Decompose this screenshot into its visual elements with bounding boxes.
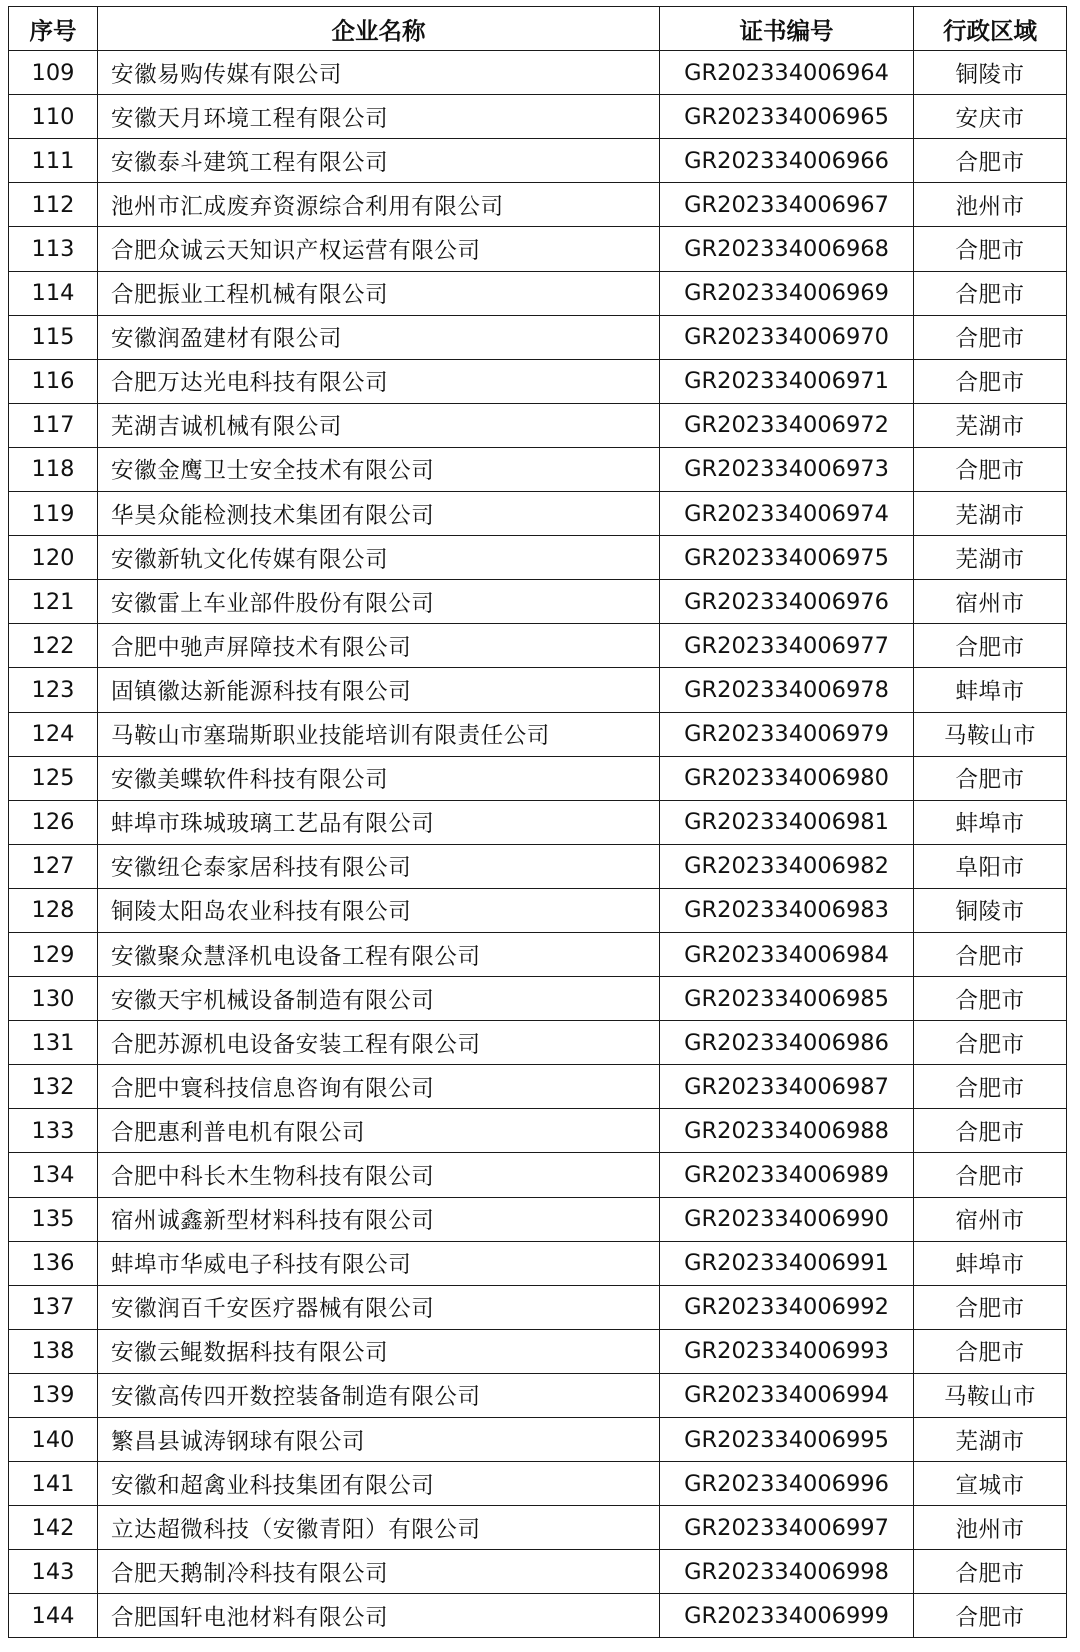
table-row xyxy=(9,932,1067,976)
cell-region: 阜阳市 xyxy=(914,844,1067,888)
table-row xyxy=(9,271,1067,315)
table-row xyxy=(9,1329,1067,1373)
cell-serial-no: 115 xyxy=(9,315,98,359)
table-row xyxy=(9,1065,1067,1109)
cell-region: 合肥市 xyxy=(914,624,1067,668)
cell-serial-no: 138 xyxy=(9,1329,98,1373)
cell-company-name: 安徽易购传媒有限公司 xyxy=(98,51,660,95)
cell-region: 合肥市 xyxy=(914,1285,1067,1329)
cell-certificate-no: GR202334006994 xyxy=(660,1373,914,1417)
table-row xyxy=(9,1021,1067,1065)
cell-company-name: 安徽和超禽业科技集团有限公司 xyxy=(98,1462,660,1506)
cell-company-name: 合肥天鹅制冷科技有限公司 xyxy=(98,1550,660,1594)
cell-serial-no: 120 xyxy=(9,536,98,580)
cell-certificate-no: GR202334006990 xyxy=(660,1197,914,1241)
table-row xyxy=(9,95,1067,139)
header-certificate-no: 证书编号 xyxy=(660,7,914,51)
cell-region: 合肥市 xyxy=(914,1065,1067,1109)
cell-certificate-no: GR202334006964 xyxy=(660,51,914,95)
cell-certificate-no: GR202334006988 xyxy=(660,1109,914,1153)
cell-certificate-no: GR202334006985 xyxy=(660,977,914,1021)
cell-serial-no: 122 xyxy=(9,624,98,668)
cell-certificate-no: GR202334006981 xyxy=(660,800,914,844)
cell-serial-no: 143 xyxy=(9,1550,98,1594)
document-page xyxy=(8,6,1066,1638)
cell-certificate-no: GR202334006996 xyxy=(660,1462,914,1506)
cell-serial-no: 129 xyxy=(9,932,98,976)
cell-region: 合肥市 xyxy=(914,359,1067,403)
cell-company-name: 宿州诚鑫新型材料科技有限公司 xyxy=(98,1197,660,1241)
cell-company-name: 安徽润百千安医疗器械有限公司 xyxy=(98,1285,660,1329)
cell-region: 合肥市 xyxy=(914,139,1067,183)
cell-company-name: 安徽纽仑泰家居科技有限公司 xyxy=(98,844,660,888)
cell-certificate-no: GR202334006991 xyxy=(660,1241,914,1285)
cell-serial-no: 119 xyxy=(9,492,98,536)
cell-company-name: 安徽高传四开数控装备制造有限公司 xyxy=(98,1373,660,1417)
cell-region: 蚌埠市 xyxy=(914,800,1067,844)
cell-certificate-no: GR202334006995 xyxy=(660,1418,914,1462)
cell-serial-no: 125 xyxy=(9,756,98,800)
cell-region: 芜湖市 xyxy=(914,492,1067,536)
table-row xyxy=(9,756,1067,800)
table-row xyxy=(9,1418,1067,1462)
cell-serial-no: 123 xyxy=(9,668,98,712)
table-row xyxy=(9,712,1067,756)
cell-certificate-no: GR202334006969 xyxy=(660,271,914,315)
cell-region: 蚌埠市 xyxy=(914,1241,1067,1285)
enterprise-table xyxy=(8,6,1067,1638)
cell-company-name: 安徽泰斗建筑工程有限公司 xyxy=(98,139,660,183)
cell-certificate-no: GR202334006992 xyxy=(660,1285,914,1329)
table-row xyxy=(9,492,1067,536)
cell-region: 芜湖市 xyxy=(914,536,1067,580)
cell-certificate-no: GR202334006972 xyxy=(660,403,914,447)
cell-serial-no: 118 xyxy=(9,447,98,491)
table-row xyxy=(9,315,1067,359)
cell-serial-no: 117 xyxy=(9,403,98,447)
cell-company-name: 安徽天月环境工程有限公司 xyxy=(98,95,660,139)
cell-company-name: 安徽天宇机械设备制造有限公司 xyxy=(98,977,660,1021)
cell-region: 宿州市 xyxy=(914,1197,1067,1241)
cell-serial-no: 130 xyxy=(9,977,98,1021)
table-row xyxy=(9,1285,1067,1329)
cell-serial-no: 139 xyxy=(9,1373,98,1417)
cell-region: 池州市 xyxy=(914,183,1067,227)
table-row xyxy=(9,977,1067,1021)
cell-company-name: 合肥惠利普电机有限公司 xyxy=(98,1109,660,1153)
cell-region: 合肥市 xyxy=(914,1153,1067,1197)
cell-company-name: 安徽云鲲数据科技有限公司 xyxy=(98,1329,660,1373)
cell-serial-no: 114 xyxy=(9,271,98,315)
cell-region: 合肥市 xyxy=(914,932,1067,976)
cell-company-name: 安徽新轨文化传媒有限公司 xyxy=(98,536,660,580)
cell-serial-no: 109 xyxy=(9,51,98,95)
cell-serial-no: 135 xyxy=(9,1197,98,1241)
cell-region: 合肥市 xyxy=(914,227,1067,271)
cell-certificate-no: GR202334006965 xyxy=(660,95,914,139)
table-header-row xyxy=(9,7,1067,51)
cell-region: 合肥市 xyxy=(914,1550,1067,1594)
cell-company-name: 池州市汇成废弃资源综合利用有限公司 xyxy=(98,183,660,227)
header-company-name: 企业名称 xyxy=(98,7,660,51)
cell-company-name: 蚌埠市华威电子科技有限公司 xyxy=(98,1241,660,1285)
cell-serial-no: 137 xyxy=(9,1285,98,1329)
cell-region: 宣城市 xyxy=(914,1462,1067,1506)
cell-region: 合肥市 xyxy=(914,315,1067,359)
cell-serial-no: 133 xyxy=(9,1109,98,1153)
cell-region: 铜陵市 xyxy=(914,51,1067,95)
cell-certificate-no: GR202334006997 xyxy=(660,1506,914,1550)
cell-company-name: 安徽金鹰卫士安全技术有限公司 xyxy=(98,447,660,491)
cell-certificate-no: GR202334006987 xyxy=(660,1065,914,1109)
cell-certificate-no: GR202334006983 xyxy=(660,888,914,932)
cell-serial-no: 113 xyxy=(9,227,98,271)
cell-region: 合肥市 xyxy=(914,1109,1067,1153)
cell-region: 铜陵市 xyxy=(914,888,1067,932)
cell-certificate-no: GR202334006974 xyxy=(660,492,914,536)
cell-region: 芜湖市 xyxy=(914,403,1067,447)
cell-region: 合肥市 xyxy=(914,447,1067,491)
cell-certificate-no: GR202334006977 xyxy=(660,624,914,668)
cell-company-name: 合肥众诚云天知识产权运营有限公司 xyxy=(98,227,660,271)
table-row xyxy=(9,1550,1067,1594)
table-row xyxy=(9,227,1067,271)
table-row xyxy=(9,359,1067,403)
cell-certificate-no: GR202334006975 xyxy=(660,536,914,580)
cell-region: 马鞍山市 xyxy=(914,1373,1067,1417)
cell-certificate-no: GR202334006968 xyxy=(660,227,914,271)
cell-certificate-no: GR202334006966 xyxy=(660,139,914,183)
cell-company-name: 马鞍山市塞瑞斯职业技能培训有限责任公司 xyxy=(98,712,660,756)
cell-company-name: 合肥中驰声屏障技术有限公司 xyxy=(98,624,660,668)
cell-company-name: 安徽美蝶软件科技有限公司 xyxy=(98,756,660,800)
cell-serial-no: 126 xyxy=(9,800,98,844)
cell-certificate-no: GR202334006993 xyxy=(660,1329,914,1373)
table-row xyxy=(9,888,1067,932)
cell-serial-no: 110 xyxy=(9,95,98,139)
table-row xyxy=(9,536,1067,580)
cell-certificate-no: GR202334006978 xyxy=(660,668,914,712)
cell-serial-no: 141 xyxy=(9,1462,98,1506)
cell-company-name: 合肥振业工程机械有限公司 xyxy=(98,271,660,315)
cell-certificate-no: GR202334006970 xyxy=(660,315,914,359)
header-region: 行政区域 xyxy=(914,7,1067,51)
cell-region: 安庆市 xyxy=(914,95,1067,139)
cell-company-name: 合肥苏源机电设备安装工程有限公司 xyxy=(98,1021,660,1065)
cell-company-name: 芜湖吉诚机械有限公司 xyxy=(98,403,660,447)
cell-company-name: 固镇徽达新能源科技有限公司 xyxy=(98,668,660,712)
cell-region: 合肥市 xyxy=(914,1329,1067,1373)
cell-serial-no: 116 xyxy=(9,359,98,403)
cell-region: 池州市 xyxy=(914,1506,1067,1550)
cell-company-name: 安徽润盈建材有限公司 xyxy=(98,315,660,359)
cell-serial-no: 131 xyxy=(9,1021,98,1065)
cell-serial-no: 128 xyxy=(9,888,98,932)
cell-serial-no: 136 xyxy=(9,1241,98,1285)
cell-region: 合肥市 xyxy=(914,1021,1067,1065)
cell-region: 芜湖市 xyxy=(914,1418,1067,1462)
cell-company-name: 合肥国轩电池材料有限公司 xyxy=(98,1594,660,1638)
table-row xyxy=(9,51,1067,95)
cell-serial-no: 134 xyxy=(9,1153,98,1197)
cell-company-name: 合肥万达光电科技有限公司 xyxy=(98,359,660,403)
table-body xyxy=(9,51,1067,1638)
cell-serial-no: 127 xyxy=(9,844,98,888)
cell-certificate-no: GR202334006999 xyxy=(660,1594,914,1638)
table-row xyxy=(9,1109,1067,1153)
cell-company-name: 铜陵太阳岛农业科技有限公司 xyxy=(98,888,660,932)
cell-certificate-no: GR202334006998 xyxy=(660,1550,914,1594)
table-row xyxy=(9,1241,1067,1285)
table-row xyxy=(9,139,1067,183)
cell-company-name: 立达超微科技（安徽青阳）有限公司 xyxy=(98,1506,660,1550)
cell-serial-no: 121 xyxy=(9,580,98,624)
cell-region: 合肥市 xyxy=(914,977,1067,1021)
cell-certificate-no: GR202334006982 xyxy=(660,844,914,888)
table-row xyxy=(9,624,1067,668)
cell-serial-no: 132 xyxy=(9,1065,98,1109)
cell-region: 合肥市 xyxy=(914,1594,1067,1638)
cell-serial-no: 111 xyxy=(9,139,98,183)
table-row xyxy=(9,183,1067,227)
cell-company-name: 华昊众能检测技术集团有限公司 xyxy=(98,492,660,536)
cell-company-name: 蚌埠市珠城玻璃工艺品有限公司 xyxy=(98,800,660,844)
cell-certificate-no: GR202334006989 xyxy=(660,1153,914,1197)
cell-certificate-no: GR202334006973 xyxy=(660,447,914,491)
cell-serial-no: 144 xyxy=(9,1594,98,1638)
table-row xyxy=(9,800,1067,844)
cell-company-name: 合肥中寰科技信息咨询有限公司 xyxy=(98,1065,660,1109)
cell-certificate-no: GR202334006984 xyxy=(660,932,914,976)
cell-certificate-no: GR202334006980 xyxy=(660,756,914,800)
table-row xyxy=(9,403,1067,447)
cell-region: 蚌埠市 xyxy=(914,668,1067,712)
table-row xyxy=(9,1594,1067,1638)
table-row xyxy=(9,844,1067,888)
table-row xyxy=(9,1153,1067,1197)
table-row xyxy=(9,580,1067,624)
header-serial-no: 序号 xyxy=(9,7,98,51)
cell-serial-no: 112 xyxy=(9,183,98,227)
cell-certificate-no: GR202334006979 xyxy=(660,712,914,756)
cell-certificate-no: GR202334006986 xyxy=(660,1021,914,1065)
cell-company-name: 繁昌县诚涛钢球有限公司 xyxy=(98,1418,660,1462)
cell-region: 合肥市 xyxy=(914,271,1067,315)
cell-region: 合肥市 xyxy=(914,756,1067,800)
table-row xyxy=(9,668,1067,712)
cell-company-name: 安徽聚众慧泽机电设备工程有限公司 xyxy=(98,932,660,976)
cell-serial-no: 142 xyxy=(9,1506,98,1550)
table-row xyxy=(9,1462,1067,1506)
table-row xyxy=(9,1506,1067,1550)
cell-certificate-no: GR202334006967 xyxy=(660,183,914,227)
table-row xyxy=(9,1197,1067,1241)
table-row xyxy=(9,447,1067,491)
cell-region: 马鞍山市 xyxy=(914,712,1067,756)
cell-serial-no: 140 xyxy=(9,1418,98,1462)
cell-company-name: 安徽雷上车业部件股份有限公司 xyxy=(98,580,660,624)
cell-serial-no: 124 xyxy=(9,712,98,756)
cell-company-name: 合肥中科长木生物科技有限公司 xyxy=(98,1153,660,1197)
cell-region: 宿州市 xyxy=(914,580,1067,624)
cell-certificate-no: GR202334006976 xyxy=(660,580,914,624)
table-row xyxy=(9,1373,1067,1417)
cell-certificate-no: GR202334006971 xyxy=(660,359,914,403)
